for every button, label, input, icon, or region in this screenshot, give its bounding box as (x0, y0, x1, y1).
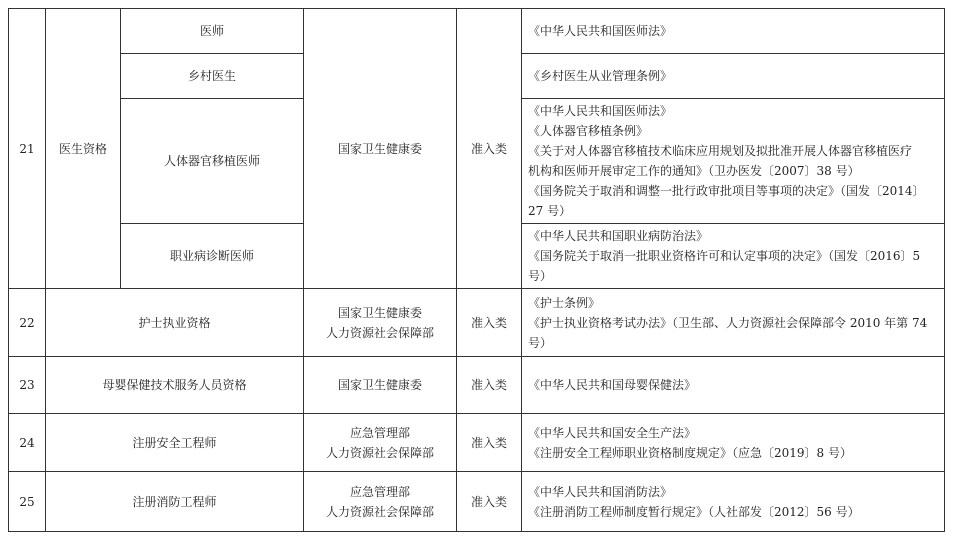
department-cell (304, 289, 457, 357)
qualification-name: 母婴保健技术服务人员资格 (46, 357, 304, 414)
legal-basis-line: 机构和医师开展审定工作的通知》（卫办医发〔2007〕38 号） (528, 164, 860, 178)
legal-basis-line: 《人体器官移植条例》 (528, 124, 649, 138)
table-row-24 (9, 414, 945, 472)
table-row-21 (9, 9, 945, 54)
category-cell: 准入类 (457, 289, 522, 357)
row-number: 25 (9, 472, 46, 532)
legal-basis-line: 《中华人民共和国消防法》 (528, 484, 673, 499)
qualification-name: 护士执业资格 (46, 289, 304, 357)
qualification-name: 注册安全工程师 (46, 414, 304, 472)
sub-qualification-name: 职业病诊断医师 (121, 224, 304, 289)
row-number: 21 (9, 9, 46, 289)
sub-qualification-name: 人体器官移植医师 (121, 99, 304, 224)
legal-basis-line: 《国务院关于取消和调整一批行政审批项目等事项的决定》（国发〔2014〕 (528, 184, 925, 198)
table-row-23 (9, 357, 945, 414)
department-name: 应急管理部 (349, 425, 410, 440)
row-number: 24 (9, 414, 46, 472)
category-cell: 准入类 (457, 414, 522, 472)
category-cell: 准入类 (457, 472, 522, 532)
table-row-25 (9, 472, 945, 532)
sub-qualification-name: 医师 (121, 9, 304, 54)
legal-basis-cell (522, 414, 945, 472)
department-name: 人力资源社会保障部 (325, 504, 434, 519)
legal-basis-cell (522, 357, 945, 414)
legal-basis-cell (522, 54, 945, 99)
legal-basis-line: 《中华人民共和国医师法》 (528, 24, 673, 38)
table-row-22 (9, 289, 945, 357)
legal-basis-line: 《国务院关于取消一批职业资格许可和认定事项的决定》（国发〔2016〕5 (528, 249, 921, 263)
department-name: 国家卫生健康委 (337, 141, 422, 156)
legal-basis-line: 号） (528, 269, 553, 283)
legal-basis-line: 《关于对人体器官移植技术临床应用规划及拟批准开展人体器官移植医疗 (528, 144, 913, 158)
legal-basis-cell (522, 9, 945, 54)
department-name: 人力资源社会保障部 (325, 445, 434, 460)
qualification-table-container (8, 8, 945, 532)
legal-basis-line: 27 号） (528, 204, 572, 218)
legal-basis-line: 《中华人民共和国母婴保健法》 (528, 378, 697, 392)
legal-basis-cell (522, 99, 945, 224)
department-cell (304, 9, 457, 289)
department-name: 应急管理部 (349, 484, 410, 499)
legal-basis-line: 《中华人民共和国医师法》 (528, 104, 673, 118)
legal-basis-line: 《注册安全工程师职业资格制度规定》（应急〔2019〕8 号） (528, 445, 852, 460)
qualification-name: 注册消防工程师 (46, 472, 304, 532)
legal-basis-line: 《护士条例》 (528, 295, 601, 310)
row-number: 23 (9, 357, 46, 414)
legal-basis-cell (522, 472, 945, 532)
legal-basis-cell (522, 289, 945, 357)
department-name: 国家卫生健康委 (337, 378, 422, 392)
department-cell (304, 414, 457, 472)
qualification-table (8, 8, 945, 532)
department-name: 人力资源社会保障部 (325, 325, 434, 340)
legal-basis-line: 号） (528, 335, 553, 350)
legal-basis-line: 《乡村医生从业管理条例》 (528, 69, 673, 83)
legal-basis-line: 《中华人民共和国职业病防治法》 (528, 229, 709, 243)
sub-qualification-name: 乡村医生 (121, 54, 304, 99)
department-name: 国家卫生健康委 (337, 305, 422, 320)
legal-basis-line: 《注册消防工程师制度暂行规定》（人社部发〔2012〕56 号） (528, 504, 860, 519)
legal-basis-line: 《护士执业资格考试办法》（卫生部、人力资源社会保障部令 2010 年第 74 (528, 315, 928, 330)
legal-basis-cell (522, 224, 945, 289)
department-cell (304, 357, 457, 414)
legal-basis-line: 《中华人民共和国安全生产法》 (528, 425, 697, 440)
department-cell (304, 472, 457, 532)
category-cell: 准入类 (457, 357, 522, 414)
qualification-name: 医生资格 (46, 9, 121, 289)
category-cell: 准入类 (457, 9, 522, 289)
row-number: 22 (9, 289, 46, 357)
